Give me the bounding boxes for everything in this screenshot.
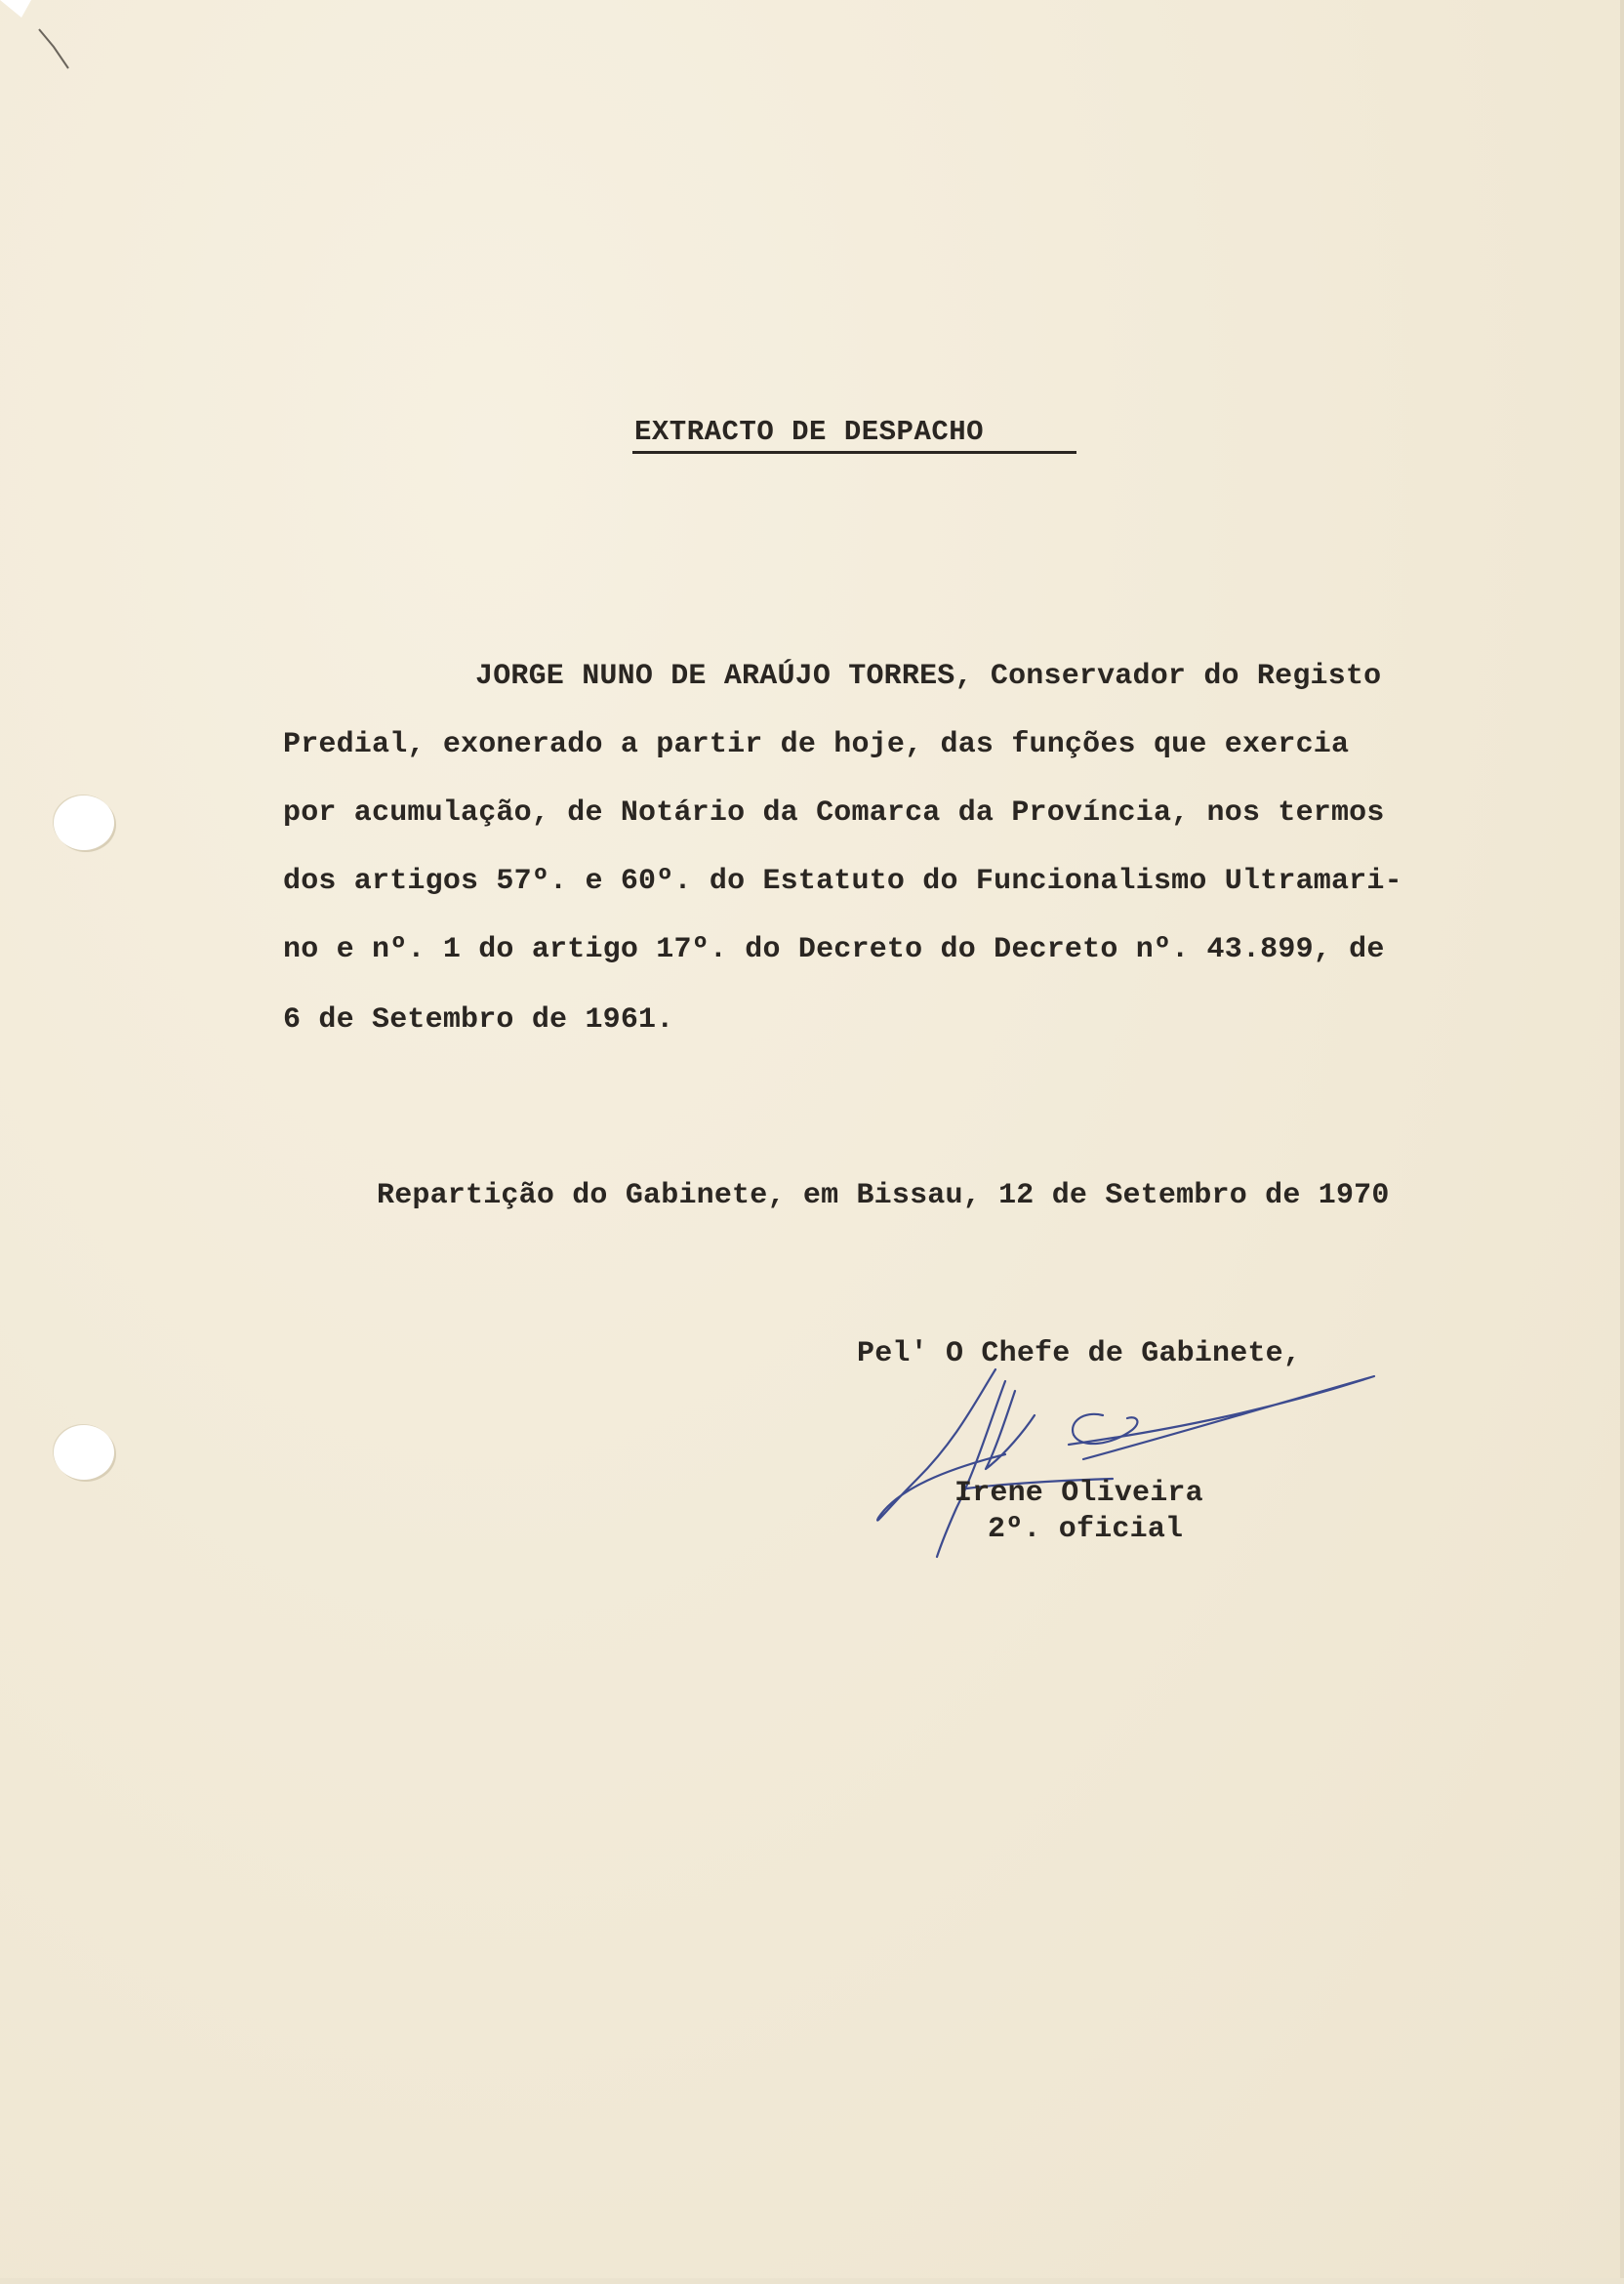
document-title: EXTRACTO DE DESPACHO	[634, 416, 985, 448]
signatory-name: Irene Oliveira	[954, 1477, 1203, 1510]
title-underline	[632, 451, 1076, 454]
paper-edge-right	[1620, 0, 1624, 2284]
paper-edge-bottom	[0, 2278, 1624, 2284]
punch-hole	[54, 795, 114, 850]
punch-hole	[54, 1425, 114, 1480]
corner-fold-mark	[0, 0, 88, 78]
signature-title: Pel' O Chefe de Gabinete,	[857, 1337, 1302, 1370]
body-line: no e nº. 1 do artigo 17º. do Decreto do Decreto nº. 43.899, de	[283, 933, 1385, 966]
signatory-role: 2º. oficial	[988, 1513, 1184, 1546]
body-line: por acumulação, de Notário da Comarca da Província, nos termos	[283, 796, 1385, 830]
body-line: dos artigos 57º. e 60º. do Estatuto do Funcionalismo Ultramari-	[283, 865, 1402, 898]
body-line: JORGE NUNO DE ARAÚJO TORRES, Conservador do Registo	[475, 660, 1382, 693]
body-line: 6 de Setembro de 1961.	[283, 1003, 674, 1037]
place-date-line: Repartição do Gabinete, em Bissau, 12 de Setembro de 1970	[377, 1179, 1390, 1212]
body-line: Predial, exonerado a partir de hoje, das funções que exercia	[283, 728, 1350, 761]
